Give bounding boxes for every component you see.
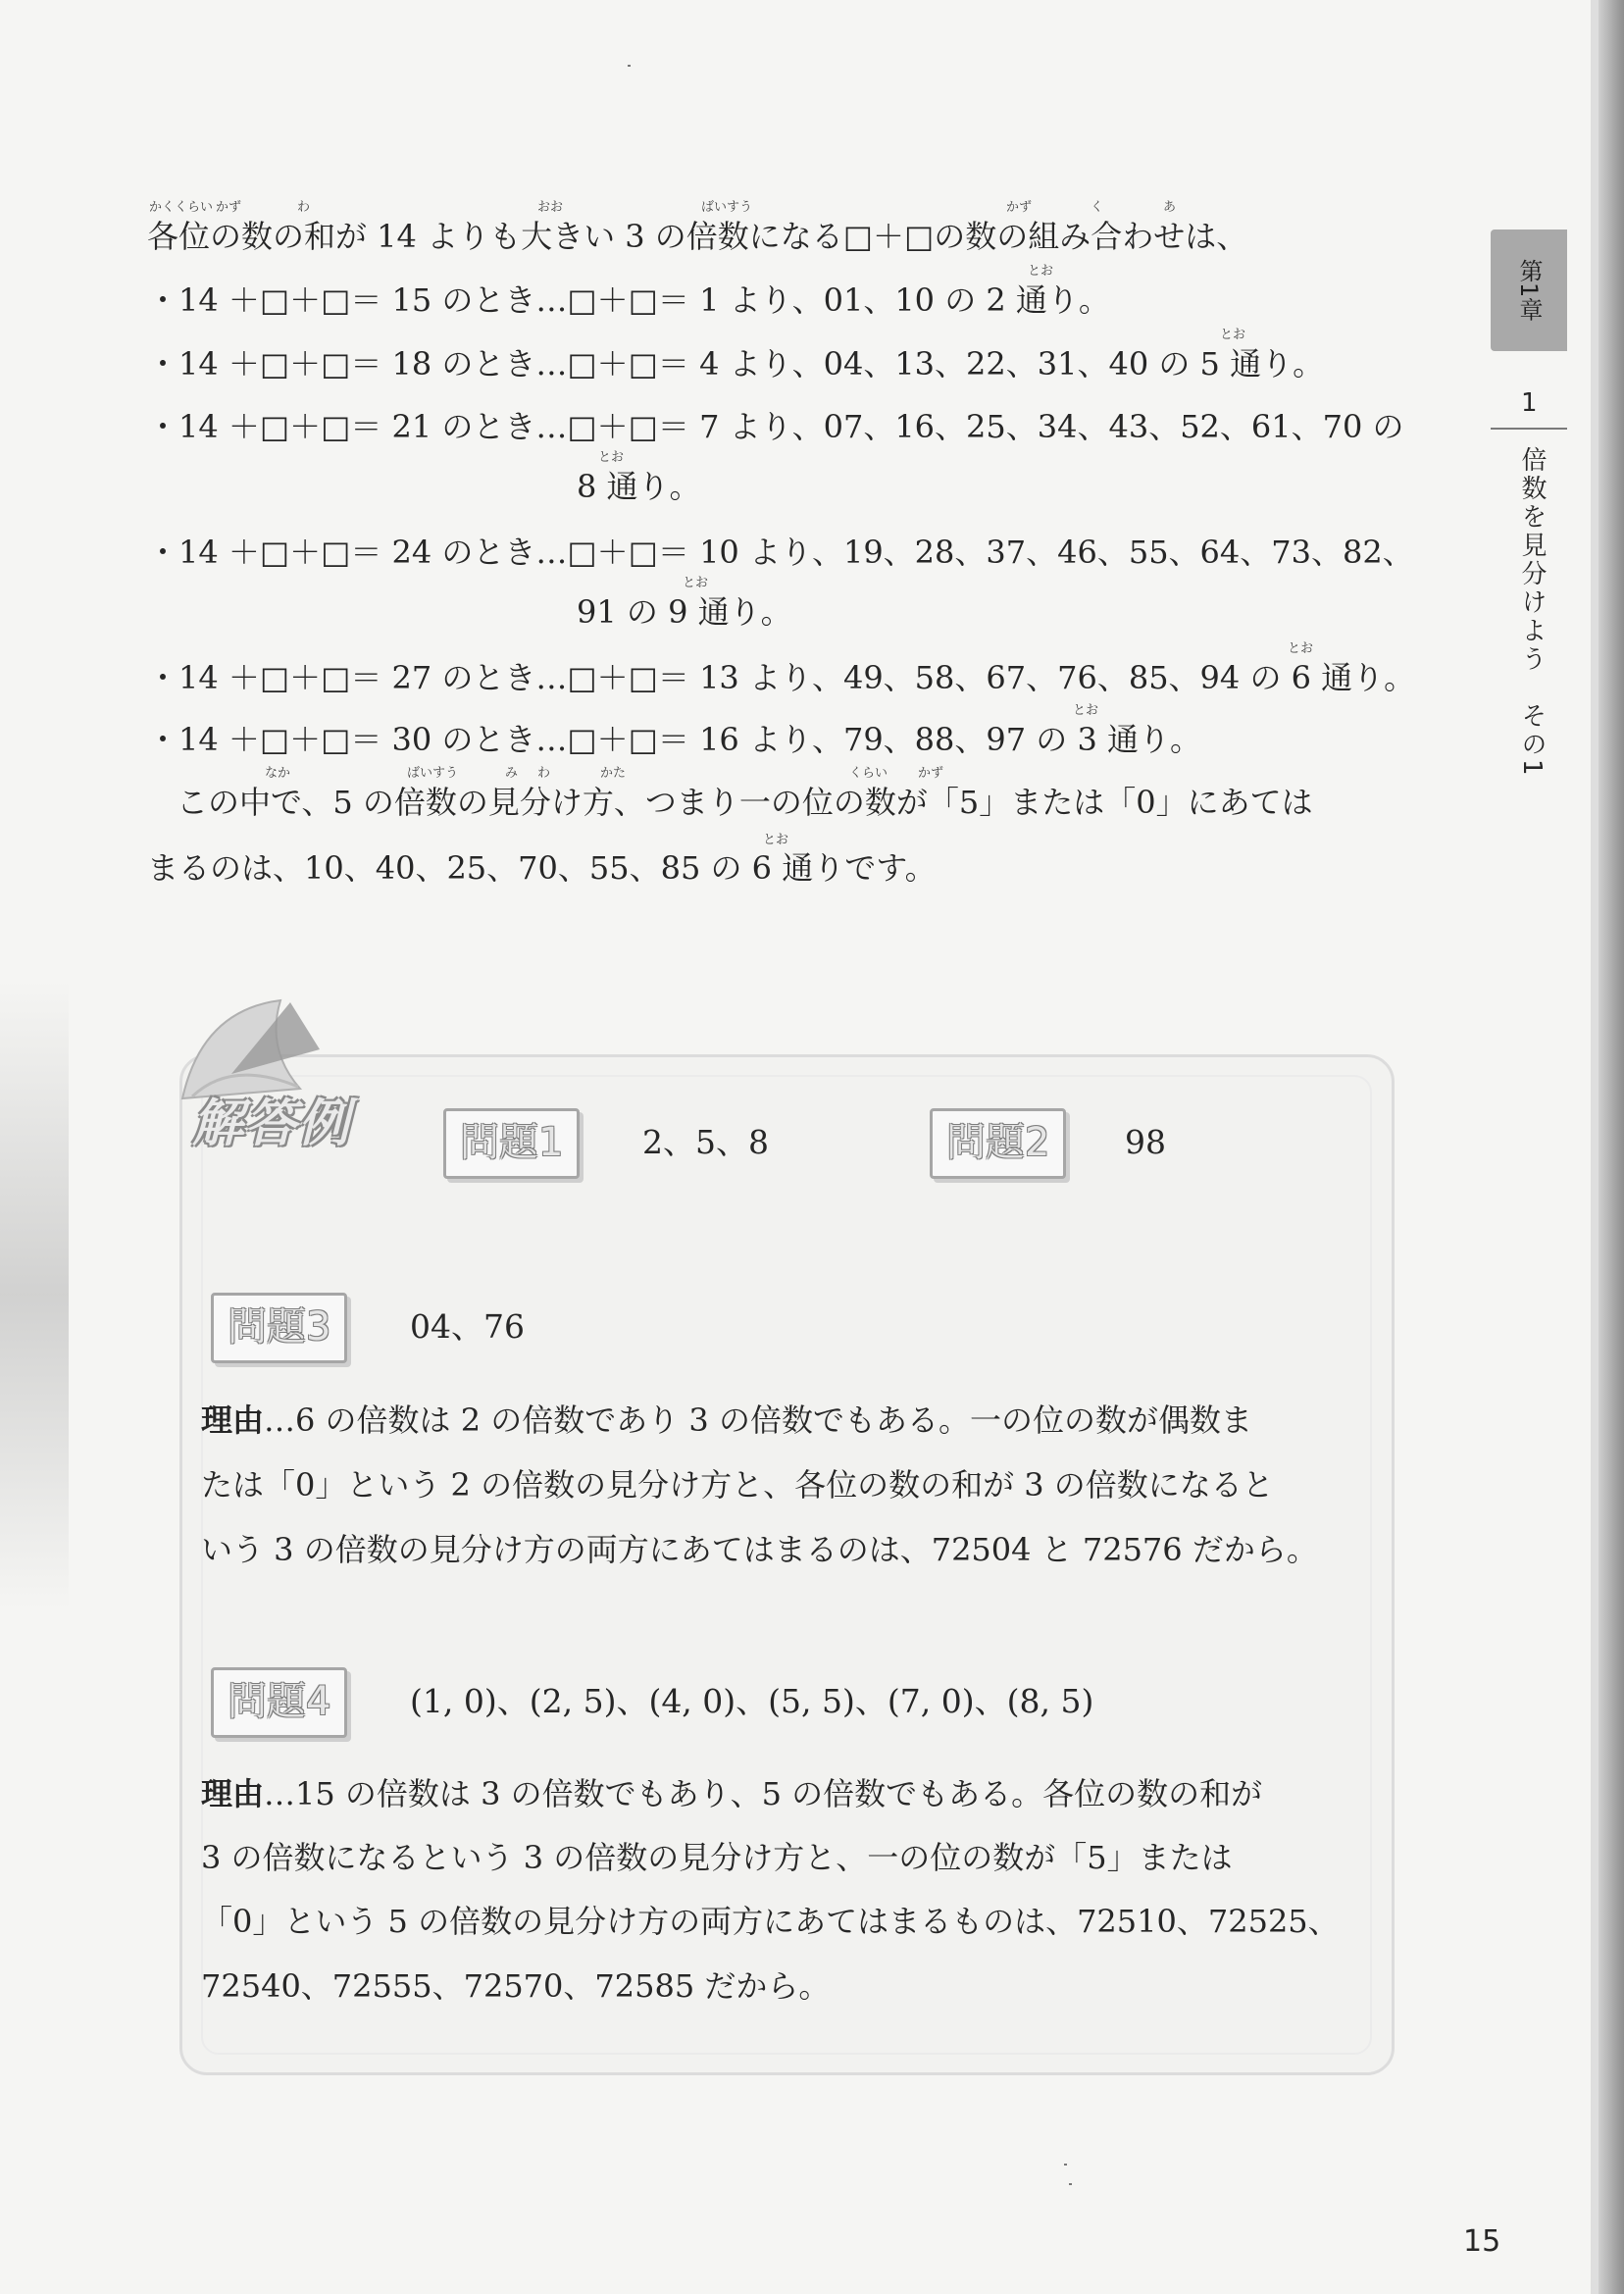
ruby-toori-7: とお [763, 833, 789, 847]
ruby-kazu-2: かず [1006, 200, 1033, 215]
ruby-naka: なか [265, 766, 291, 781]
ruby-wa: わ [297, 200, 311, 215]
ruby-toori-5: とお [1288, 641, 1314, 656]
ruby-baisuu: ばいすう [701, 200, 753, 215]
case-line-24: ・14 ＋□＋□＝ 24 のとき…□＋□＝ 10 より、19、28、37、46、55、64、73、82、 [147, 534, 1414, 571]
problem-1-answer: 2、5、8 [642, 1123, 769, 1161]
problem-2-answer: 98 [1125, 1123, 1166, 1161]
case-line-21: ・14 ＋□＋□＝ 21 のとき…□＋□＝ 7 より、07、16、25、34、43、52、61、70 の [147, 408, 1404, 445]
scan-speck [628, 65, 631, 67]
ruby-toori-4: とお [683, 576, 709, 590]
conclusion-line-1: この中で、5 の倍数の見分け方、つまり一の位の数が「5」または「0」にあては [177, 784, 1313, 821]
case-line-18: ・14 ＋□＋□＝ 18 のとき…□＋□＝ 4 より、04、13、22、31、40 の 5 通り。 [147, 345, 1325, 382]
reason-lead: 理由 [201, 1775, 265, 1812]
problem-4-reason-line-1 [201, 1771, 1262, 1816]
ruby-kata: かた [600, 766, 627, 781]
ruby-kazu-c: かず [918, 766, 944, 781]
problem-2-label: 問題2 [930, 1108, 1066, 1179]
ruby-mi: み [505, 766, 519, 781]
problem-3-label: 問題3 [211, 1293, 347, 1363]
ruby-toori-3: とお [598, 450, 625, 465]
scan-speck [1069, 2183, 1072, 2185]
ruby-ku: く [1091, 200, 1104, 215]
page-edge-shadow [1599, 0, 1624, 2294]
case-line-27: ・14 ＋□＋□＝ 27 のとき…□＋□＝ 13 より、49、58、67、76、85、94 の 6 通り。 [147, 659, 1416, 696]
ruby-a: あ [1163, 200, 1177, 215]
ruby-toori-6: とお [1073, 703, 1099, 718]
problem-3-answer: 04、76 [410, 1307, 525, 1346]
problem-4-label: 問題4 [211, 1667, 347, 1738]
page-number: 15 [1463, 2224, 1501, 2259]
ruby-baisuu-c: ばいすう [407, 766, 459, 781]
problem-3-reason-line-2: たは「0」という 2 の倍数の見分け方と、各位の数の和が 3 の倍数になると [201, 1466, 1274, 1504]
answer-examples-heading: 解答例 [192, 1095, 352, 1153]
chapter-tab: 第1章 [1491, 229, 1567, 351]
ruby-oo: おお [537, 200, 564, 215]
case-line-15: ・14 ＋□＋□＝ 15 のとき…□＋□＝ 1 より、01、10 の 2 通り。 [147, 281, 1110, 319]
problem-3-reason-line-3: いう 3 の倍数の見分け方の両方にあてはまるのは、72504 と 72576 だから。 [201, 1531, 1318, 1568]
ruby-wa-c: わ [537, 766, 551, 781]
ruby-kurai: くらい [849, 766, 888, 781]
case-line-21-cont: 8 通り。 [577, 468, 701, 505]
ruby-kazu: かず [216, 200, 242, 215]
left-margin-decoration [0, 981, 69, 1608]
conclusion-line-2: まるのは、10、40、25、70、55、85 の 6 通りです。 [147, 849, 937, 887]
ruby-kakukurai: かくくらい [149, 200, 214, 215]
reason-text: …6 の倍数は 2 の倍数であり 3 の倍数でもある。一の位の数が偶数ま [264, 1402, 1252, 1439]
problem-4-reason-line-4: 72540、72555、72570、72585 だから。 [201, 1967, 831, 2005]
case-line-30: ・14 ＋□＋□＝ 30 のとき…□＋□＝ 16 より、79、88、97 の 3 通り。 [147, 721, 1201, 758]
page-gutter-shade [1591, 0, 1599, 2294]
problem-4-reason-line-3: 「0」という 5 の倍数の見分け方の両方にあてはまるものは、72510、72525、 [201, 1903, 1340, 1940]
ruby-toori-1: とお [1028, 264, 1054, 279]
reason-lead: 理由 [201, 1402, 265, 1439]
intro-heading-line: 各位の数の和が 14 よりも大きい 3 の倍数になる□＋□の数の組み合わせは、 [147, 218, 1248, 255]
ruby-toori-2: とお [1220, 328, 1246, 342]
case-line-24-cont: 91 の 9 通り。 [577, 593, 792, 631]
scan-speck [1064, 2164, 1067, 2166]
section-title: 倍数を見分けよう その1 [1517, 446, 1547, 779]
problem-4-reason-line-2: 3 の倍数になるという 3 の倍数の見分け方と、一の位の数が「5」または [201, 1839, 1233, 1876]
section-number: 1 [1521, 388, 1538, 418]
side-divider [1491, 428, 1567, 430]
problem-3-reason-line-1 [201, 1398, 1252, 1443]
problem-1-label: 問題1 [443, 1108, 580, 1179]
problem-4-answer: (1, 0)、(2, 5)、(4, 0)、(5, 5)、(7, 0)、(8, 5) [410, 1682, 1094, 1720]
reason-text: …15 の倍数は 3 の倍数でもあり、5 の倍数でもある。各位の数の和が [264, 1775, 1263, 1812]
